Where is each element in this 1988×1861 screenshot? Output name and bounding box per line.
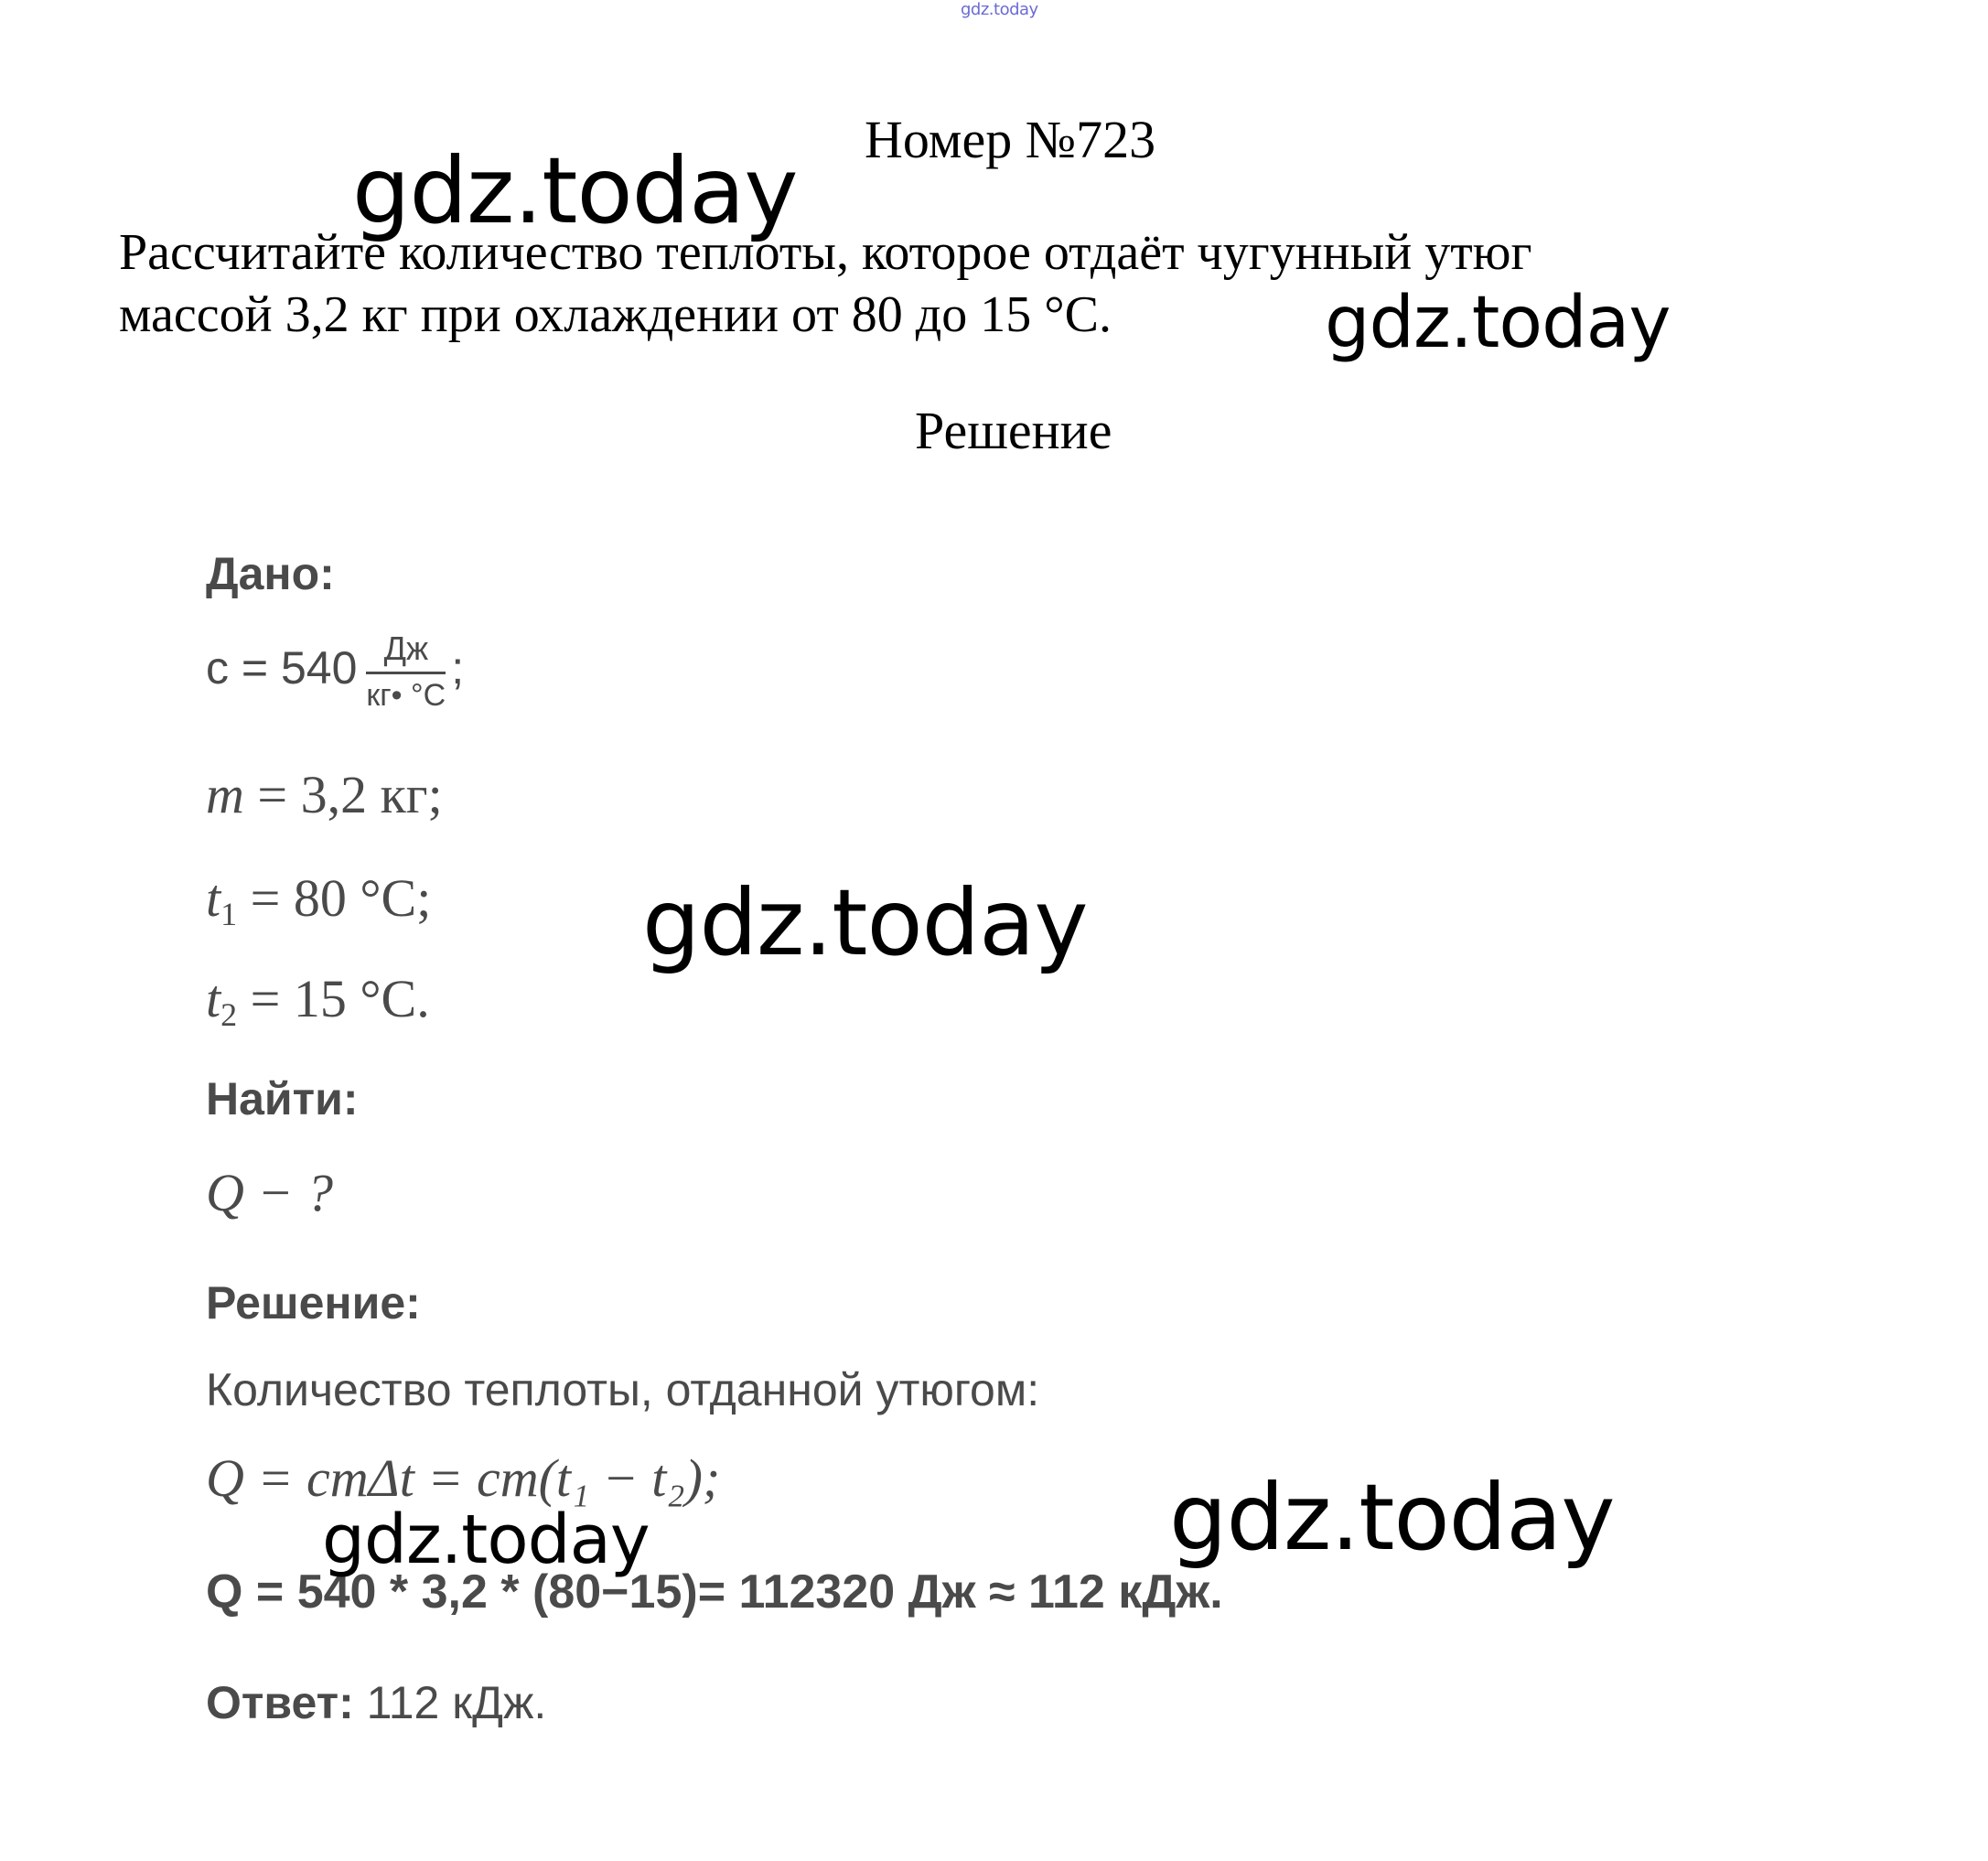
find-value: Q − ?	[206, 1163, 334, 1222]
m-variable: m	[206, 765, 244, 824]
t1-subscript: 1	[220, 896, 238, 932]
watermark: gdz.today	[322, 1501, 650, 1579]
task-line-2: массой 3,2 кг при охлаждении от 80 до 15 °С.	[119, 286, 1112, 343]
task-statement	[119, 221, 1531, 346]
solution-heading: Решение	[915, 401, 1112, 460]
calculation: Q = 540 * 3,2 * (80−15)= 112320 Дж ≈ 112 кДж.	[206, 1565, 1223, 1619]
t1-value: = 80 °C;	[237, 868, 432, 928]
find-label: Найти:	[206, 1073, 359, 1124]
given-m	[206, 764, 443, 825]
m-value: = 3,2 кг;	[243, 765, 443, 824]
watermark: gdz.today	[1325, 282, 1671, 364]
watermark: gdz.today	[1169, 1464, 1615, 1571]
t2-variable: t	[206, 969, 221, 1028]
c-unit-numerator: Дж	[366, 629, 446, 674]
page-title: Номер №723	[865, 110, 1156, 169]
t1-variable: t	[206, 868, 221, 928]
site-mark: gdz.today	[961, 0, 1038, 19]
given-t2	[206, 968, 430, 1034]
c-suffix: ;	[451, 642, 465, 694]
answer-label: Ответ:	[206, 1677, 354, 1728]
given-c	[206, 629, 464, 714]
c-unit-denominator: кг• °C	[366, 678, 446, 713]
t2-subscript: 2	[220, 996, 238, 1033]
formula: Q = cmΔt = cm(t₁ − t₂);	[206, 1448, 721, 1508]
answer	[206, 1676, 546, 1729]
given-t1	[206, 867, 431, 933]
solution-explanation: Количество теплоты, отданной утюгом:	[206, 1364, 1040, 1415]
t2-value: = 15 °C.	[237, 969, 430, 1028]
c-prefix: c = 540	[206, 642, 358, 694]
task-line-1: Рассчитайте количество теплоты, которое отдаёт чугунный утюг	[119, 224, 1532, 281]
watermark: gdz.today	[642, 869, 1088, 976]
watermark: gdz.today	[352, 137, 798, 244]
solution-label: Решение:	[206, 1277, 421, 1329]
c-unit-fraction	[366, 629, 446, 714]
given-label: Дано:	[206, 548, 335, 599]
answer-value: 112 кДж.	[353, 1677, 547, 1728]
